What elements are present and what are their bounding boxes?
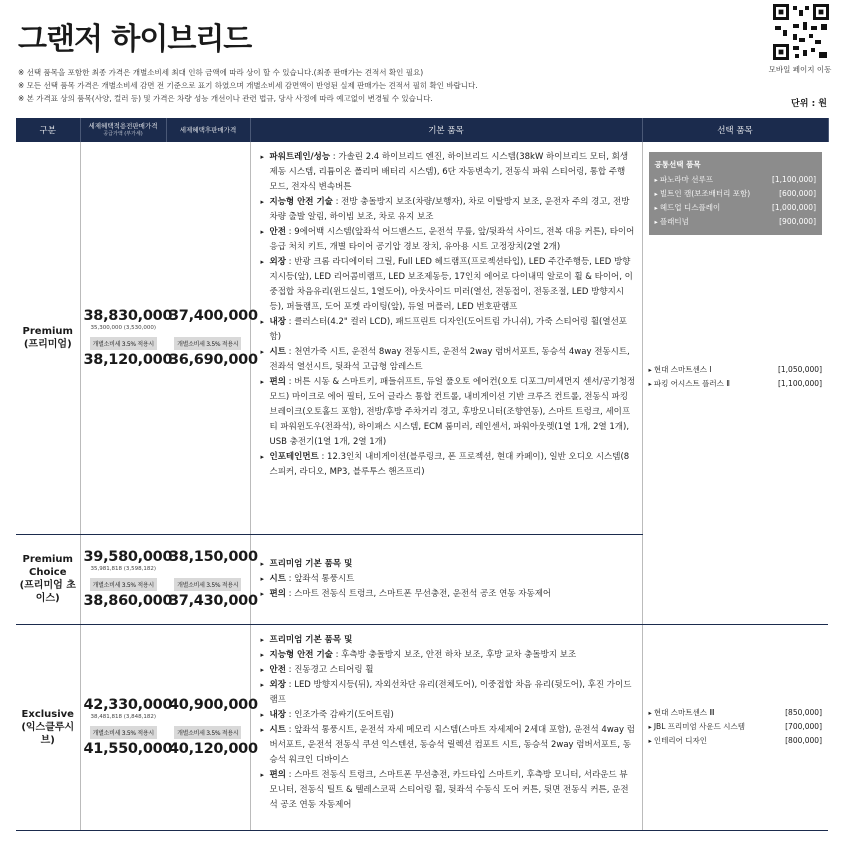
tax-label: 개별소비세 3.5% 적용시 (90, 337, 157, 350)
tax-label: 개별소비세 3.5% 적용시 (174, 337, 241, 350)
tax-price-before: 38,860,000 (83, 593, 173, 609)
list-item: ▸ 인포테인먼트 : 12.3인치 내비게이션(블루링크, 폰 프로젝션, 현대 카페이), 일반 오디오 시스템(8스피커, 라디오, MP3, 블루투스 핸즈프리) (261, 450, 636, 480)
note-line: ※ 모든 선택 품목 가격은 개별소비세 감면 전 기준으로 표기 하였으며 개별소비세 감면액이 반영된 실제 판매가는 견적서 필히 확인 바랍니다. (18, 81, 478, 90)
option-item: ▸ 헤드업 디스플레이 [1,000,000] (655, 201, 817, 215)
list-item: ▸ 안전 : 9에어백 시스템(앞좌석 어드밴스드, 운전석 무릎, 앞/뒷좌석 사이드, 전복 대응 커튼), 타이어 응급 처치 키트, 개별 타이어 공기압 경보 장치, 유아용 시트 고정장치(2열 2개) (261, 225, 636, 255)
qr-code-icon[interactable] (773, 4, 829, 60)
note-line: ※ 선택 품목을 포함한 최종 가격은 개별소비세 최대 인하 금액에 따라 상이 할 수 있습니다.(최종 판매가는 견적서 확인 필요) (18, 68, 424, 77)
tax-price-after: 36,690,000 (169, 351, 258, 368)
tax-label: 개별소비세 3.5% 적용시 (90, 726, 157, 739)
header-price-before: 세제혜택적용전판매가격 공급가액 (부가세) (80, 118, 166, 142)
list-item: ▸ 지능형 안전 기술 : 후측방 충돌방지 보조, 안전 하차 보조, 후방 교차 충돌방지 보조 (261, 648, 636, 663)
table-header (16, 118, 828, 142)
list-item: ▸ 시트 : 앞좌석 통풍시트, 운전석 자세 메모리 시스템(스마트 자세제어 2세대 포함), 운전석 4way 럼버서포트, 운전석 전동식 쿠션 익스텐션, 동승석 릴렉션 컴포트 시트, 동승석 2way 럼버서포트, 동승석 워크인 디바이스 (261, 723, 636, 768)
option-item: ▸ 인테리어 디자인 [800,000] (649, 734, 823, 748)
basic-items (250, 624, 642, 830)
common-options-head: 공통선택 품목 (654, 160, 701, 169)
table-row (16, 142, 828, 534)
table-row (16, 624, 828, 830)
list-item: ▸ 지능형 안전 기술 : 전방 충돌방지 보조(차량/보행자), 차로 이탈방지 보조, 운전자 주의 경고, 전방 차량 출발 알림, 하이빔 보조, 차로 유지 보조 (261, 195, 636, 225)
price-after: 37,400,000 (169, 307, 258, 324)
header-options: 선택 품목 (642, 118, 828, 142)
price-before-cell (80, 142, 173, 534)
price-after-cell (166, 624, 258, 830)
tax-price-before: 38,120,000 (83, 351, 173, 368)
list-item: ▸ 편의 : 스마트 전동식 트렁크, 스마트폰 무선충전, 운전석 공조 연동 자동제어 (261, 587, 636, 602)
supply-price: 35,981,818 (3,598,182) (90, 566, 157, 572)
option-cell (642, 142, 828, 624)
option-item: ▸ 파킹 어시스트 플러스 Ⅱ [1,100,000] (649, 377, 823, 391)
price-after-cell (166, 534, 258, 624)
page-title: 그랜저 하이브리드 (18, 22, 252, 57)
price-after: 40,900,000 (169, 697, 258, 713)
supply-price: 38,481,818 (3,848,182) (90, 714, 157, 720)
premium-options (649, 363, 823, 391)
basic-items (250, 142, 642, 534)
header-trim: 구분 (16, 118, 80, 142)
trim-name: Exclusive (익스클루시브) (16, 624, 80, 830)
tax-label: 개별소비세 3.5% 적용시 (90, 578, 157, 591)
trim-name: Premium (프리미엄) (16, 142, 80, 534)
price-before: 42,330,000 (83, 697, 173, 713)
basic-items (250, 534, 642, 624)
price-table (16, 118, 829, 831)
list-item: ▸ 프리미엄 기본 품목 및 (261, 557, 636, 572)
list-item: ▸ 시트 : 앞좌석 통풍시트 (261, 572, 636, 587)
tax-price-after: 40,120,000 (169, 741, 258, 757)
option-item: ▸ 플래티넘 [900,000] (655, 215, 817, 229)
price-before: 39,580,000 (83, 549, 173, 565)
list-item: ▸ 편의 : 버튼 시동 & 스마트키, 패들쉬프트, 듀얼 풀오토 에어컨(오토 디포그/미세먼지 센서/공기청정모드) 마이크로 에어 필터, 도어 글라스 통합 컨트롤, 내비게이션 기반 크루즈 컨트롤, 전동식 파킹 브레이크(오토홀드 포함), 전방/후방 주차거리 경고, 후방모니터(조향연동), 스마트 트렁크, 세이프티 파워윈도우(전좌석), 하이패스 시스템, ECM 룸미러, 레인센서, 파워아웃렛(1열 1개, 2열 1개), USB 충전기(1열 1개, 2열 1개) (261, 375, 636, 450)
tax-price-before: 41,550,000 (83, 741, 173, 757)
list-item: ▸ 외장 : 반광 크롬 라디에이터 그릴, Full LED 헤드램프(프로젝션타입), LED 주간주행등, LED 방향지시등(앞), LED 리어콤비램프, LED 보조제동등, 17인치 에어로 다이내믹 알로이 휠 & 타이어, 이중접합 차음유리(윈드실드, 1열도어), 아웃사이드 미러(열선, 전동접이, 전동조절, LED 방향지시등), 퍼들램프, 도어 포켓 라이팅(앞), 듀얼 머플러, LED 번호판램프 (261, 255, 636, 315)
list-item: ▸ 프리미엄 기본 품목 및 (261, 633, 636, 648)
qr-label: 모바일 페이지 이동 (768, 65, 832, 74)
price-before-cell (80, 624, 173, 830)
list-item: ▸ 시트 : 천연가죽 시트, 운전석 8way 전동시트, 운전석 2way 럼버서포트, 동승석 4way 전동시트, 전좌석 열선시트, 뒷좌석 고급형 암레스트 (261, 345, 636, 375)
tax-label: 개별소비세 3.5% 적용시 (174, 578, 241, 591)
option-item: ▸ 현대 스마트센스 Ⅲ [850,000] (649, 706, 823, 720)
option-item: ▸ 현대 스마트센스 Ⅰ [1,050,000] (649, 363, 823, 377)
option-cell (642, 624, 828, 830)
unit-label: 단위 : 원 (791, 99, 827, 109)
list-item: ▸ 내장 : 클러스터(4.2" 컬러 LCD), 패드프린트 디자인(도어트림 가니쉬), 가죽 스티어링 휠(열선포함) (261, 315, 636, 345)
header-price-after: 세제혜택후판매가격 (166, 118, 250, 142)
price-before: 38,830,000 (83, 307, 173, 324)
option-item: ▸ JBL 프리미엄 사운드 시스템 [700,000] (649, 720, 823, 734)
price-after-cell (166, 142, 258, 534)
tax-price-after: 37,430,000 (169, 593, 258, 609)
supply-price: 35,300,000 (3,530,000) (90, 324, 157, 331)
option-item: ▸ 파노라마 선루프 [1,100,000] (655, 173, 817, 187)
list-item: ▸ 파워트레인/성능 : 가솔린 2.4 하이브리드 엔진, 하이브리드 시스템(38kW 하이브리드 모터, 회생제동 시스템, 리튬이온 폴리머 배터리 시스템), 6단 자동변속기, 전동식 파워 스티어링, 통합 주행 모드, 전자식 변속버튼 (261, 150, 636, 195)
price-after: 38,150,000 (169, 549, 258, 565)
list-item: ▸ 편의 : 스마트 전동식 트렁크, 스마트폰 무선충전, 카드타입 스마트키, 후측방 모니터, 서라운드 뷰 모니터, 전동식 틸트 & 텔레스코픽 스티어링 휠, 뒷좌석 수동식 도어 커튼, 뒷면 전동식 커튼, 운전석 공조 연동 자동제어 (261, 768, 636, 813)
list-item: ▸ 외장 : LED 방향지시등(뒤), 자외선차단 유리(전체도어), 이중접합 차음 유리(뒷도어), 후진 가이드 램프 (261, 678, 636, 708)
list-item: ▸ 내장 : 인조가죽 감싸기(도어트림) (261, 708, 636, 723)
notes (18, 66, 478, 105)
common-options-box (649, 152, 823, 235)
note-line: ※ 본 가격표 상의 품목(사양, 컬러 등) 및 가격은 차량 성능 개선이나 관련 법규, 당사 사정에 따라 예고없이 변경될 수 있습니다. (18, 94, 433, 103)
header-basic: 기본 품목 (250, 118, 642, 142)
tax-label: 개별소비세 3.5% 적용시 (174, 726, 241, 739)
trim-name: Premium Choice (프리미엄 초이스) (16, 534, 80, 624)
list-item: ▸ 안전 : 진동경고 스티어링 휠 (261, 663, 636, 678)
option-item: ▸ 빌트인 캠(보조배터리 포함) [600,000] (655, 187, 817, 201)
price-before-cell (80, 534, 173, 624)
